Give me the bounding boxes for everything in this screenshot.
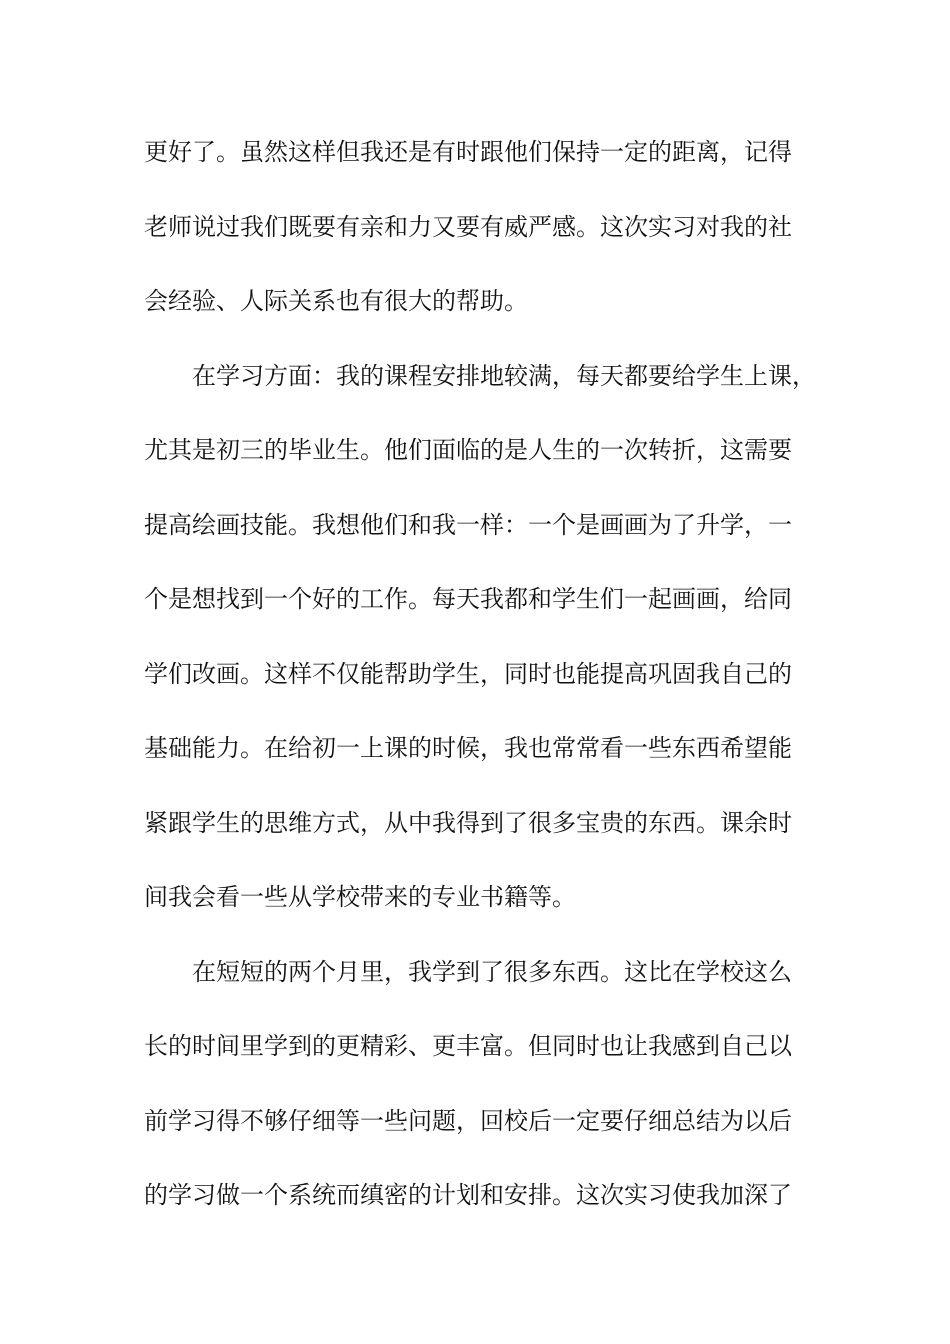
text-line: 更好了。虽然这样但我还是有时跟他们保持一定的距离，记得 — [144, 138, 792, 166]
text-line: 基础能力。在给初一上课的时候，我也常常看一些东西希望能 — [144, 734, 792, 762]
text-line: 提高绘画技能。我想他们和我一样：一个是画画为了升学，一 — [144, 510, 792, 539]
text-line: 紧跟学生的思维方式，从中我得到了很多宝贵的东西。课余时 — [144, 808, 792, 837]
paragraph-start-line: 在短短的两个月里，我学到了很多东西。这比在学校这么 — [192, 957, 792, 986]
paragraph-start-line: 在学习方面：我的课程安排地较满，每天都要给学生上课， — [192, 361, 816, 390]
text-line: 前学习得不够仔细等一些问题，回校后一定要仔细总结为以后 — [144, 1106, 792, 1135]
text-line: 的学习做一个系统而缜密的计划和安排。这次实习使我加深了 — [144, 1181, 792, 1209]
body-text — [144, 127, 824, 1245]
text-line: 间我会看一些从学校带来的专业书籍等。 — [144, 883, 576, 911]
text-line: 老师说过我们既要有亲和力又要有威严感。这次实习对我的社 — [144, 212, 792, 241]
text-line: 尤其是初三的毕业生。他们面临的是人生的一次转折，这需要 — [144, 436, 792, 464]
text-line: 个是想找到一个好的工作。每天我都和学生们一起画画，给同 — [144, 585, 792, 613]
text-line: 学们改画。这样不仅能帮助学生，同时也能提高巩固我自己的 — [144, 659, 792, 688]
text-line: 长的时间里学到的更精彩、更丰富。但同时也让我感到自己以 — [144, 1032, 792, 1060]
text-line: 会经验、人际关系也有很大的帮助。 — [144, 287, 528, 315]
